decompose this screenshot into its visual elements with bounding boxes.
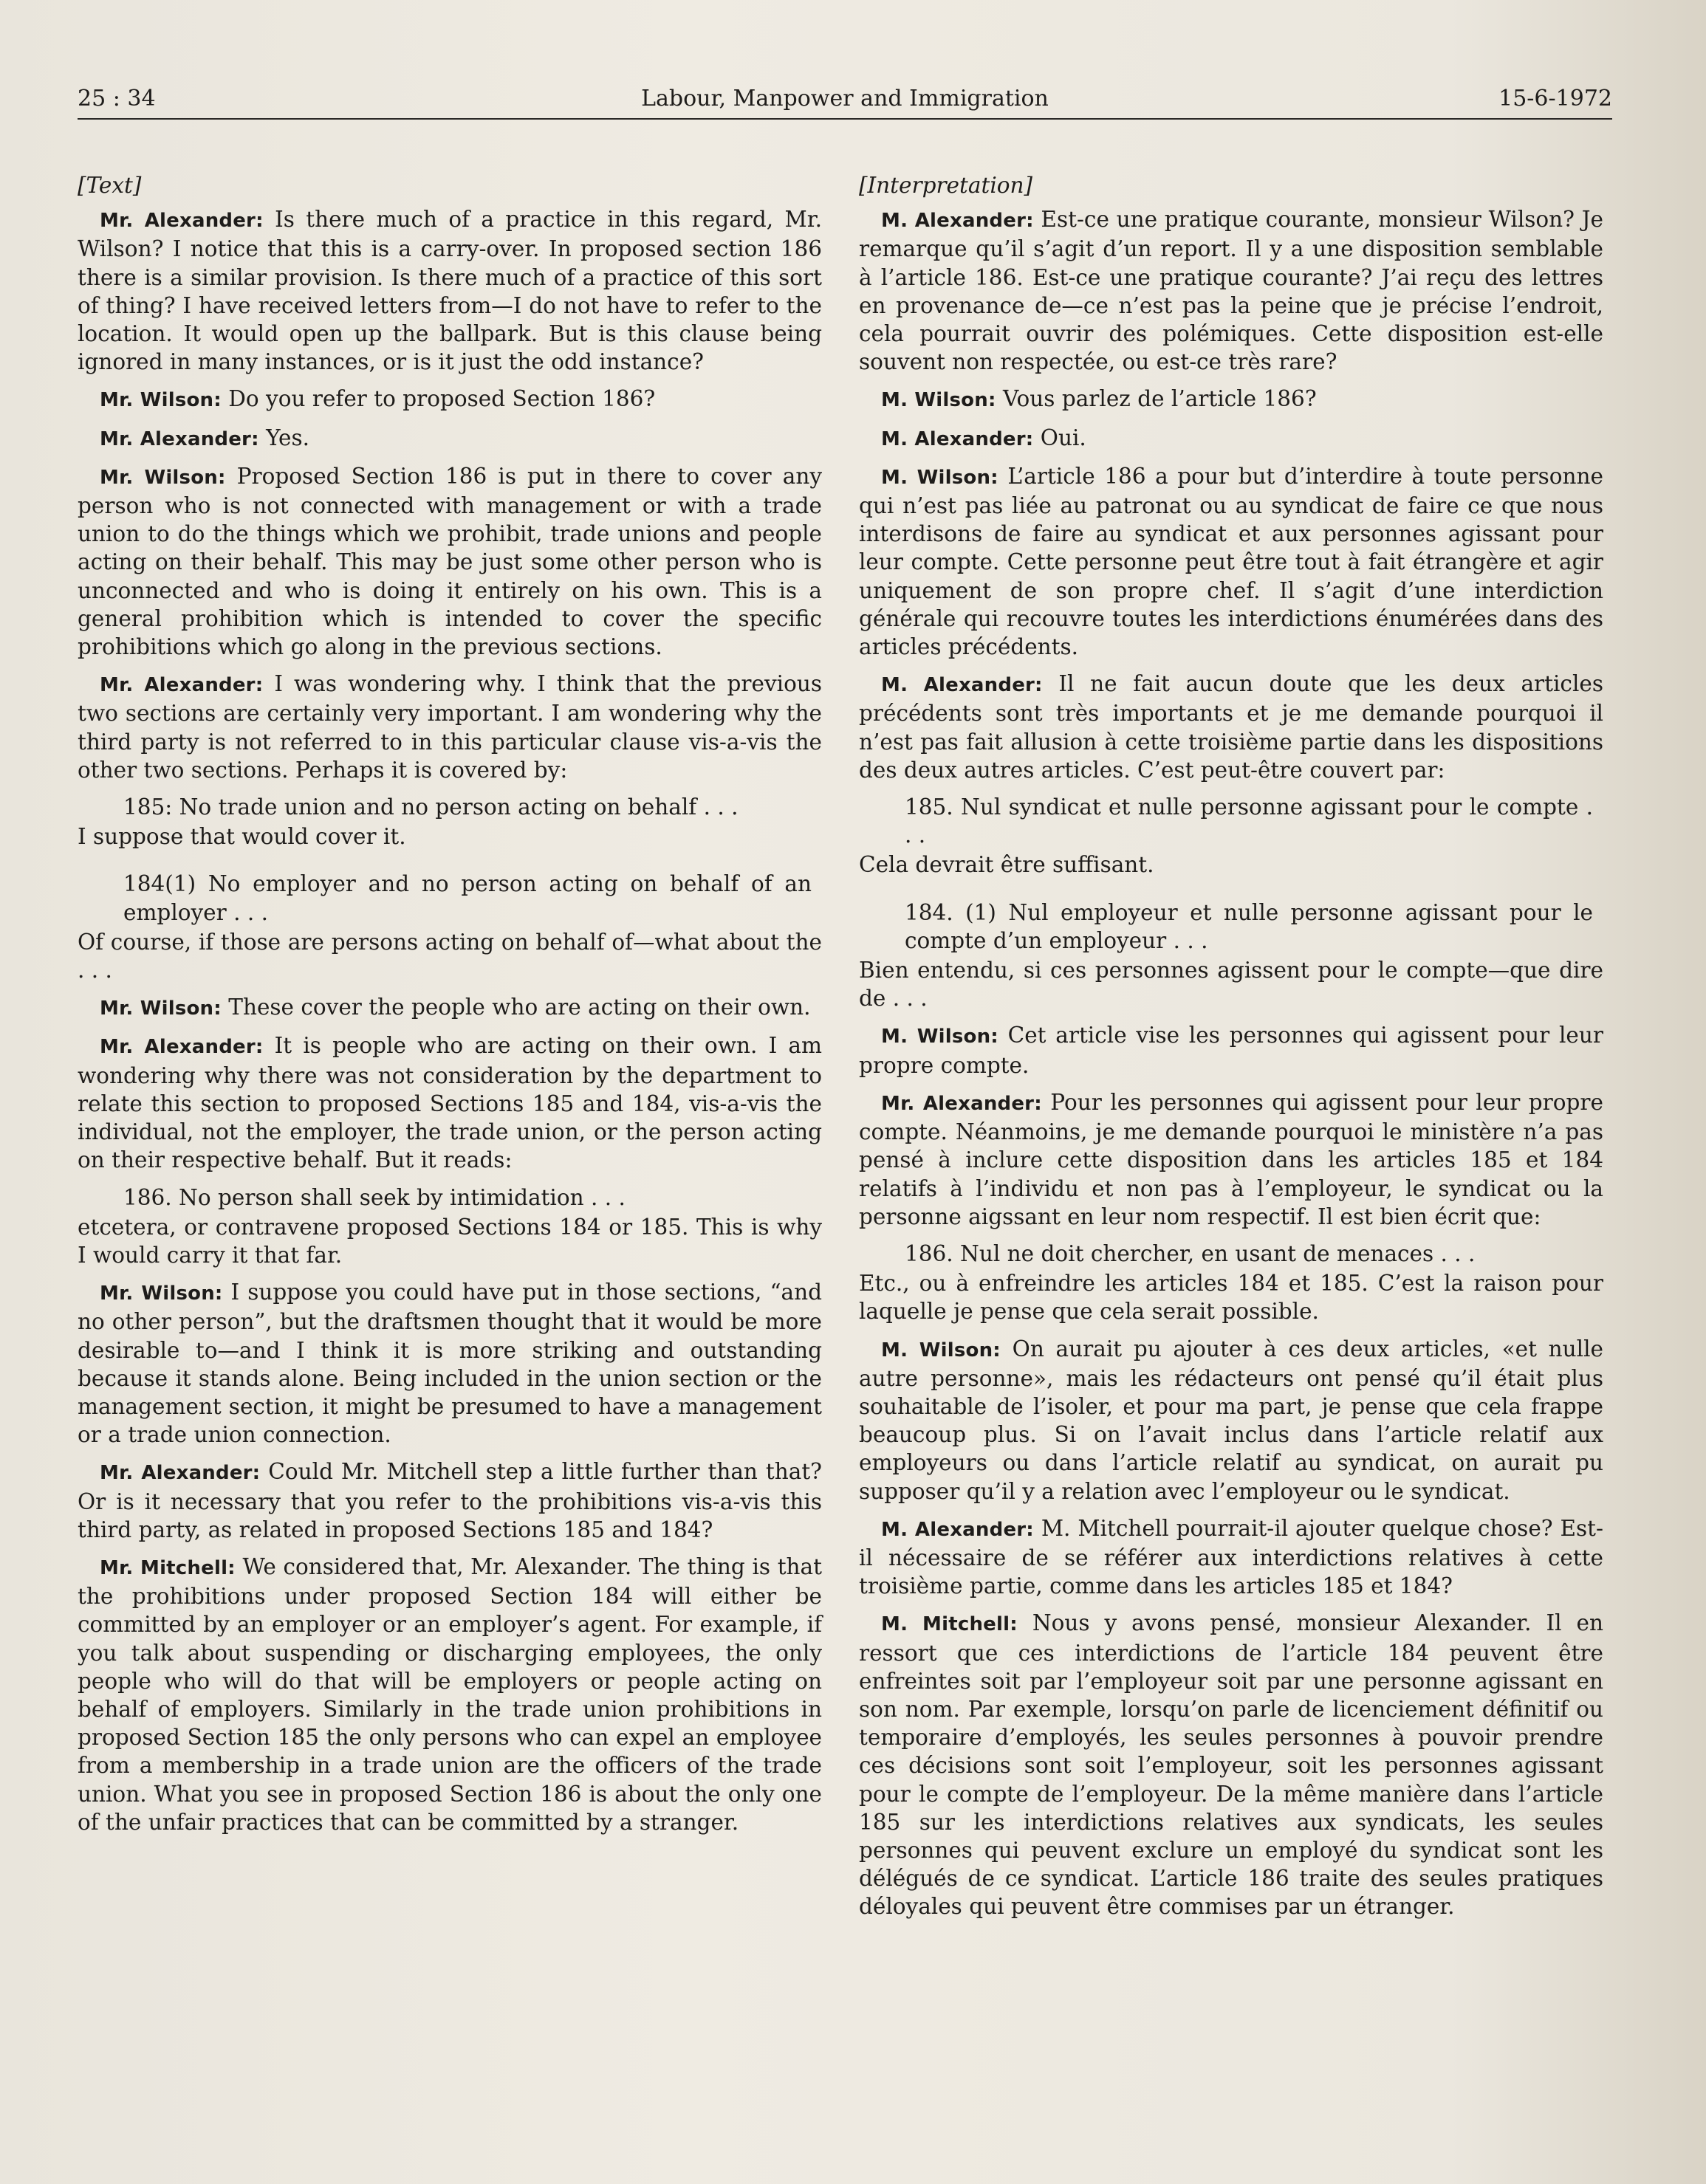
- speech-text: Cet article vise les personnes qui agissent pour leur propre compte.: [859, 1023, 1603, 1078]
- speech-paragraph: [859, 1335, 1603, 1505]
- speech-text: We considered that, Mr. Alexander. The thing is that the prohibitions under proposed Section 184 will either be committed by an employer or an employer’s agent. For example, if you talk about suspending or discharging employees, the only people who will do that will be employers or people acting on behalf of employers. Similarly in the trade union prohibitions in proposed Section 185 the only persons who can expel an employee from a membership in a trade union are the officers of the trade union. What you see in proposed Section 186 is about the only one of the unfair practices that can be committed by a stranger.: [78, 1553, 822, 1835]
- header-date: 15-6-1972: [1498, 86, 1612, 111]
- speaker-name: Mr. Alexander:: [100, 427, 259, 450]
- speech-paragraph: [78, 1031, 822, 1174]
- section-marker: [Interpretation]: [859, 173, 1033, 198]
- speaker-name: M. Alexander:: [881, 674, 1043, 697]
- speech-text: Proposed Section 186 is put in there to cover any person who is not connected with management or with a trade union to do the things which we prohibit, trade unions and people acting on their behalf. This may be just some other person who is unconnected and who is doing it entirely on his own. This is a general prohibition which is intended to cover the specific prohibitions which go along in the previous sections.: [78, 463, 822, 660]
- speech-paragraph: [859, 1021, 1603, 1079]
- speech-text: I was wondering why. I think that the previous two sections are certainly very important. I am wondering why the third party is not referred to in this particular clause vis-a-vis the other two sections. Perhaps it is covered by:: [78, 671, 822, 783]
- speaker-name: M. Wilson:: [881, 466, 998, 489]
- speech-text: Could Mr. Mitchell step a little further than that? Or is it necessary that you refer to the prohibitions vis-a-vis this third party, as related in proposed Sections 185 and 184?: [78, 1459, 822, 1542]
- quoted-clause: 184. (1) Nul employeur et nulle personne agissant pour le compte d’un employeur . . .: [905, 899, 1593, 953]
- speech-paragraph: [78, 205, 822, 376]
- english-column: [78, 171, 822, 1845]
- speech-paragraph: [859, 1609, 1603, 1920]
- continuation-text: Of course, if those are persons acting on behalf of—what about the . . .: [78, 929, 822, 983]
- speech-paragraph: [78, 385, 822, 414]
- quoted-clause: 185. Nul syndicat et nulle personne agissant pour le compte . . .: [905, 794, 1593, 848]
- speaker-name: M. Alexander:: [881, 427, 1034, 450]
- speech-text: Do you refer to proposed Section 186?: [228, 386, 656, 412]
- quoted-clause: 186. No person shall seek by intimidation . . .: [123, 1184, 626, 1210]
- speaker-name: Mr. Alexander:: [100, 210, 264, 233]
- speech-text: It is people who are acting on their own. I am wondering why there was not consideration by the department to relate this section to proposed Sections 185 and 184, vis-a-vis the individual, not the employer, the trade union, or the person acting on their respective behalf. But it reads:: [78, 1033, 822, 1173]
- speech-text: Il ne fait aucun doute que les deux articles précédents sont très importants et je me demande pourquoi il n’est pas fait allusion à cette troisième partie dans les dispositions des deux autres articles. C’est peut-être couvert par:: [859, 671, 1603, 783]
- section-marker: [Text]: [78, 173, 142, 198]
- speech-paragraph: [78, 462, 822, 661]
- speech-paragraph: [78, 670, 822, 784]
- speaker-name: Mr. Alexander:: [100, 1462, 261, 1485]
- speaker-name: M. Wilson:: [881, 389, 996, 412]
- speaker-name: Mr. Wilson:: [100, 1282, 223, 1305]
- continuation-text: Bien entendu, si ces personnes agissent pour le compte—que dire de . . .: [859, 958, 1603, 1012]
- quoted-clause: 186. Nul ne doit chercher, en usant de menaces . . .: [905, 1240, 1476, 1266]
- speech-paragraph: [78, 993, 822, 1023]
- speech-text: On aurait pu ajouter à ces deux articles, «et nulle autre personne», mais les rédacteurs ont pensé qu’il était plus souhaitable de l’isoler, et pour ma part, je pense que cela frappe beaucoup plus. Si on l’avait inclus dans l’article relatif aux employeurs ou dans l’article relatif au syndicat, on aurait pu supposer qu’il y a relation avec l’employeur ou le syndicat.: [859, 1336, 1603, 1504]
- speaker-name: Mr. Alexander:: [100, 1036, 264, 1059]
- page-number: 25 : 34: [78, 86, 156, 111]
- speaker-name: M. Wilson:: [881, 1339, 1001, 1361]
- speech-paragraph: [859, 424, 1603, 453]
- french-column: [859, 171, 1603, 1930]
- speaker-name: M. Mitchell:: [881, 1613, 1018, 1636]
- speaker-name: Mr. Wilson:: [100, 997, 222, 1020]
- speaker-name: Mr. Alexander:: [881, 1092, 1042, 1115]
- speech-text: Yes.: [266, 425, 309, 450]
- quoted-clause: 184(1) No employer and no person acting on behalf of an employer . . .: [123, 871, 812, 925]
- speech-paragraph: [859, 670, 1603, 784]
- speaker-name: Mr. Mitchell:: [100, 1556, 236, 1579]
- speech-text: Oui.: [1040, 425, 1086, 450]
- speech-text: L’article 186 a pour but d’interdire à toute personne qui n’est pas liée au patronat ou au syndicat de faire ce que nous interdisons de faire au syndicat et aux personnes agissant pour leur compte. Cette personne peut être tout à fait étrangère et agir uniquement de son propre chef. Il s’agit d’une interdiction générale qui recouvre toutes les interdictions énumérées dans des articles précédents.: [859, 463, 1603, 660]
- speaker-name: M. Wilson:: [881, 1026, 998, 1048]
- speech-paragraph: [859, 462, 1603, 661]
- speaker-name: Mr. Alexander:: [100, 674, 264, 697]
- page-header: [78, 80, 1612, 120]
- speech-paragraph: [78, 424, 822, 453]
- speech-paragraph: [859, 1514, 1603, 1601]
- speech-paragraph: [78, 1553, 822, 1836]
- speaker-name: M. Alexander:: [881, 210, 1034, 233]
- continuation-text: I suppose that would cover it.: [78, 824, 406, 850]
- speech-paragraph: [859, 205, 1603, 376]
- speech-text: Nous y avons pensé, monsieur Alexander. Il en ressort que ces interdictions de l’article 184 peuvent être enfreintes soit par l’employeur soit par une personne agissant en son nom. Par exemple, lorsqu’on parle de licenciement définitif ou temporaire d’employés, les seules personnes à pouvoir prendre ces décisions sont soit l’employeur, soit les personnes agissant pour le compte de l’employeur. De la même manière dans l’article 185 sur les interdictions relatives aux syndicats, les seules personnes qui peuvent exclure un employé du syndicat sont les délégués de ce syndicat. L’article 186 traite des seules pratiques déloyales qui peuvent être commises par un étranger.: [859, 1610, 1603, 1920]
- speaker-name: Mr. Wilson:: [100, 466, 226, 489]
- speech-text: Is there much of a practice in this regard, Mr. Wilson? I notice that this is a carry-over. In proposed section 186 there is a similar provision. Is there much of a practice of this sort of thing? I have received letters from—I do not have to refer to the location. It would open up the ballpark. But is this clause being ignored in many instances, or is it just the odd instance?: [78, 207, 822, 375]
- speech-text: I suppose you could have put in those sections, “and no other person”, but the draftsmen thought that it would be more desirable to—and I think it is more striking and outstanding because it stands alone. Being included in the union section or the management section, it might be presumed to have a management or a trade union connection.: [78, 1280, 822, 1448]
- speech-paragraph: [859, 1088, 1603, 1231]
- speech-text: Est-ce une pratique courante, monsieur Wilson? Je remarque qu’il s’agit d’un report. Il y a une disposition semblable à l’article 186. Est-ce une pratique courante? J’ai reçu des lettres en provenance de—ce n’est pas la peine que je précise l’endroit, cela pourrait ouvrir des polémiques. Cette disposition est-elle souvent non respectée, ou est-ce très rare?: [859, 207, 1603, 375]
- running-title: Labour, Manpower and Immigration: [641, 86, 1049, 111]
- continuation-text: Etc., ou à enfreindre les articles 184 et 185. C’est la raison pour laquelle je pense que cela serait possible.: [859, 1271, 1603, 1325]
- speech-paragraph: [78, 1278, 822, 1449]
- speech-text: Pour les personnes qui agissent pour leur propre compte. Néanmoins, je me demande pourquoi le ministère n’a pas pensé à inclure cette disposition dans les articles 185 et 184 relatifs à l’individu et non pas à l’employeur, le syndicat ou la personne aigssant en leur nom respectif. Il est bien écrit que:: [859, 1089, 1603, 1229]
- speech-paragraph: [78, 1457, 822, 1544]
- speech-text: These cover the people who are acting on their own.: [228, 995, 811, 1020]
- speech-text: M. Mitchell pourrait-il ajouter quelque chose? Est-il nécessaire de se référer aux interdictions relatives à cette troisième partie, comme dans les articles 185 et 184?: [859, 1515, 1603, 1599]
- continuation-text: etcetera, or contravene proposed Sections 184 or 185. This is why I would carry it that far.: [78, 1214, 822, 1268]
- quoted-clause: 185: No trade union and no person acting on behalf . . .: [123, 794, 739, 820]
- speaker-name: Mr. Wilson:: [100, 389, 222, 412]
- speech-text: Vous parlez de l’article 186?: [1002, 386, 1317, 412]
- speaker-name: M. Alexander:: [881, 1518, 1034, 1541]
- speech-paragraph: [859, 385, 1603, 414]
- continuation-text: Cela devrait être suffisant.: [859, 852, 1154, 878]
